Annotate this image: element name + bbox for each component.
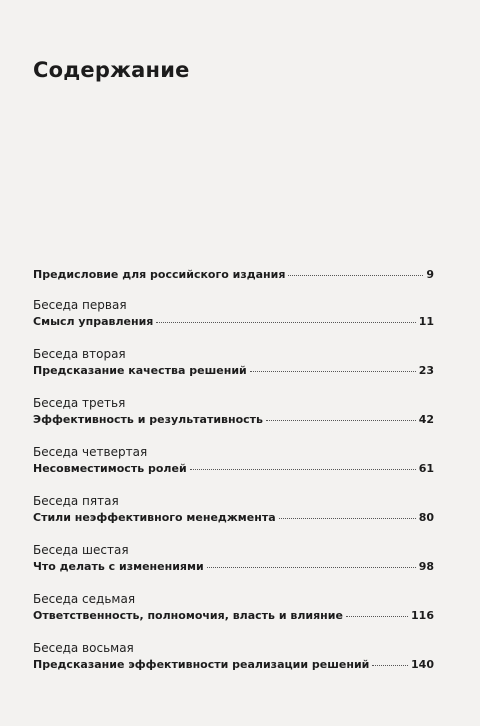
toc-entry-title: Что делать с изменениями <box>33 560 204 573</box>
toc-line <box>33 462 434 476</box>
toc-entry <box>33 592 434 641</box>
toc-entry <box>33 347 434 396</box>
dot-leader <box>156 322 415 323</box>
toc-line <box>33 413 434 427</box>
dot-leader <box>279 518 416 519</box>
toc-entry-title: Смысл управления <box>33 315 154 328</box>
dot-leader <box>190 469 416 470</box>
toc-page-number: 98 <box>418 560 434 573</box>
toc-entry <box>33 494 434 543</box>
toc-line <box>33 315 434 329</box>
toc-page-number: 80 <box>418 511 434 524</box>
table-of-contents <box>33 268 434 690</box>
toc-entry-title: Ответственность, полномочия, власть и влияние <box>33 609 343 622</box>
toc-entry-title: Предисловие для российского издания <box>33 268 286 281</box>
toc-page-number: 11 <box>418 315 434 328</box>
toc-entry <box>33 445 434 494</box>
toc-entry-title: Предсказание эффективности реализации решений <box>33 658 370 671</box>
dot-leader <box>266 420 416 421</box>
toc-page-number: 42 <box>418 413 434 426</box>
toc-entry <box>33 298 434 347</box>
toc-entry <box>33 543 434 592</box>
toc-line <box>33 511 434 525</box>
toc-entry-title: Стили неэффективного менеджмента <box>33 511 276 524</box>
toc-line <box>33 658 434 672</box>
toc-line <box>33 268 434 282</box>
toc-conversation-label: Беседа третья <box>33 396 126 410</box>
toc-page-number: 23 <box>418 364 434 377</box>
toc-line <box>33 560 434 574</box>
toc-entry <box>33 268 434 298</box>
toc-entry-title: Эффективность и результативность <box>33 413 264 426</box>
toc-conversation-label: Беседа восьмая <box>33 641 134 655</box>
toc-entry-title: Предсказание качества решений <box>33 364 247 377</box>
toc-conversation-label: Беседа шестая <box>33 543 129 557</box>
dot-leader <box>250 371 416 372</box>
toc-page-number: 116 <box>411 609 434 622</box>
toc-entry-title: Несовместимость ролей <box>33 462 187 475</box>
toc-line <box>33 609 434 623</box>
toc-conversation-label: Беседа первая <box>33 298 127 312</box>
toc-conversation-label: Беседа пятая <box>33 494 119 508</box>
toc-page-number: 61 <box>418 462 434 475</box>
page-title: Содержание <box>33 58 190 82</box>
dot-leader <box>207 567 416 568</box>
toc-page-number: 9 <box>426 268 434 281</box>
toc-entry <box>33 641 434 690</box>
toc-conversation-label: Беседа седьмая <box>33 592 136 606</box>
dot-leader <box>288 275 423 276</box>
toc-entry <box>33 396 434 445</box>
dot-leader <box>372 665 408 666</box>
toc-conversation-label: Беседа четвертая <box>33 445 148 459</box>
toc-line <box>33 364 434 378</box>
dot-leader <box>346 616 408 617</box>
toc-conversation-label: Беседа вторая <box>33 347 126 361</box>
toc-page-number: 140 <box>411 658 434 671</box>
